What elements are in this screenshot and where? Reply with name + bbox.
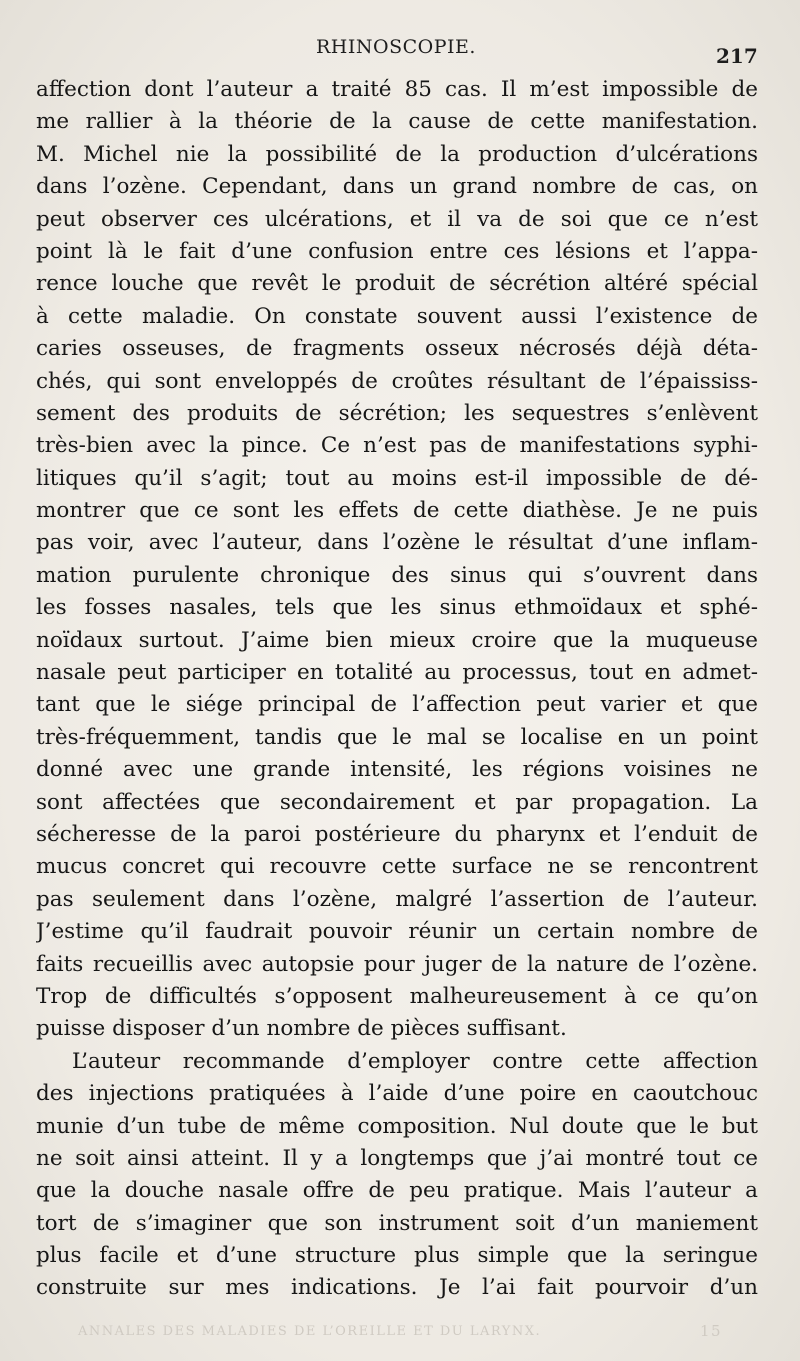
text-line: des injections pratiquées à l’aide d’une poire en caoutchouc [36, 1081, 758, 1107]
text-line: M. Michel nie la possibilité de la production d’ulcérations [36, 141, 758, 167]
text-line: pas voir, avec l’auteur, dans l’ozène le résultat d’une inflam- [36, 530, 758, 556]
text-line: noïdaux surtout. J’aime bien mieux croire que la muqueuse [36, 627, 758, 653]
text-line: sont affectées que secondairement et par propagation. La [36, 789, 758, 815]
text-line: sécheresse de la paroi postérieure du pharynx et l’enduit de [36, 821, 758, 847]
text-line: puisse disposer d’un nombre de pièces suffisant. [36, 1016, 567, 1042]
text-line: mucus concret qui recouvre cette surface ne se rencontrent [36, 854, 758, 880]
running-head-title: RHINOSCOPIE. [316, 36, 476, 58]
text-line: J’estime qu’il faudrait pouvoir réunir un certain nombre de [36, 919, 758, 945]
text-line: sement des produits de sécrétion; les sequestres s’enlèvent [36, 400, 758, 426]
text-line: litiques qu’il s’agit; tout au moins est-il impossible de dé- [36, 465, 758, 491]
page-footer [0, 1322, 800, 1346]
text-line: très-fréquemment, tandis que le mal se localise en un point [36, 724, 758, 750]
page-number: 217 [716, 44, 758, 68]
text-line: les fosses nasales, tels que les sinus ethmoïdaux et sphé- [36, 595, 758, 621]
text-line: dans l’ozène. Cependant, dans un grand nombre de cas, on [36, 174, 758, 200]
text-line: pas seulement dans l’ozène, malgré l’assertion de l’auteur. [36, 886, 758, 912]
text-line: caries osseuses, de fragments osseux nécrosés déjà déta- [36, 336, 758, 362]
text-line: tant que le siége principal de l’affection peut varier et que [36, 692, 758, 718]
text-line: faits recueillis avec autopsie pour juger de la nature de l’ozène. [36, 951, 758, 977]
text-line: plus facile et d’une structure plus simple que la seringue [36, 1243, 758, 1269]
footer-signature-number: 15 [700, 1322, 723, 1340]
text-line: chés, qui sont enveloppés de croûtes résultant de l’épaississ- [36, 368, 758, 394]
text-line: affection dont l’auteur a traité 85 cas. Il m’est impossible de [36, 77, 758, 102]
running-head [0, 36, 800, 66]
text-line: construite sur mes indications. Je l’ai fait pourvoir d’un [36, 1275, 758, 1301]
text-line: munie d’un tube de même composition. Nul doute que le but [36, 1113, 758, 1139]
text-line: peut observer ces ulcérations, et il va de soi que ce n’est [36, 206, 758, 232]
text-line: à cette maladie. On constate souvent aussi l’existence de [36, 303, 758, 329]
text-line: tort de s’imaginer que son instrument soit d’un maniement [36, 1210, 758, 1236]
text-line: point là le fait d’une confusion entre ces lésions et l’appa- [36, 238, 758, 264]
text-line: donné avec une grande intensité, les régions voisines ne [36, 757, 758, 783]
text-line: que la douche nasale offre de peu pratique. Mais l’auteur a [36, 1178, 758, 1204]
text-line: nasale peut participer en totalité au processus, tout en admet- [36, 660, 758, 686]
text-line: ne soit ainsi atteint. Il y a longtemps que j’ai montré tout ce [36, 1145, 758, 1171]
text-line: montrer que ce sont les effets de cette diathèse. Je ne puis [36, 498, 758, 524]
body-text [36, 74, 758, 1305]
text-line: L’auteur recommande d’employer contre cette affection [72, 1048, 758, 1074]
text-line: me rallier à la théorie de la cause de cette manifestation. [36, 109, 758, 135]
text-line: rence louche que revêt le produit de sécrétion altéré spécial [36, 271, 758, 297]
footer-journal-title: ANNALES DES MALADIES DE L’OREILLE ET DU LARYNX. [78, 1324, 542, 1339]
text-line: très-bien avec la pince. Ce n’est pas de manifestations syphi- [36, 433, 758, 459]
text-line: mation purulente chronique des sinus qui s’ouvrent dans [36, 562, 758, 588]
text-line: Trop de difficultés s’opposent malheureusement à ce qu’on [36, 983, 758, 1009]
